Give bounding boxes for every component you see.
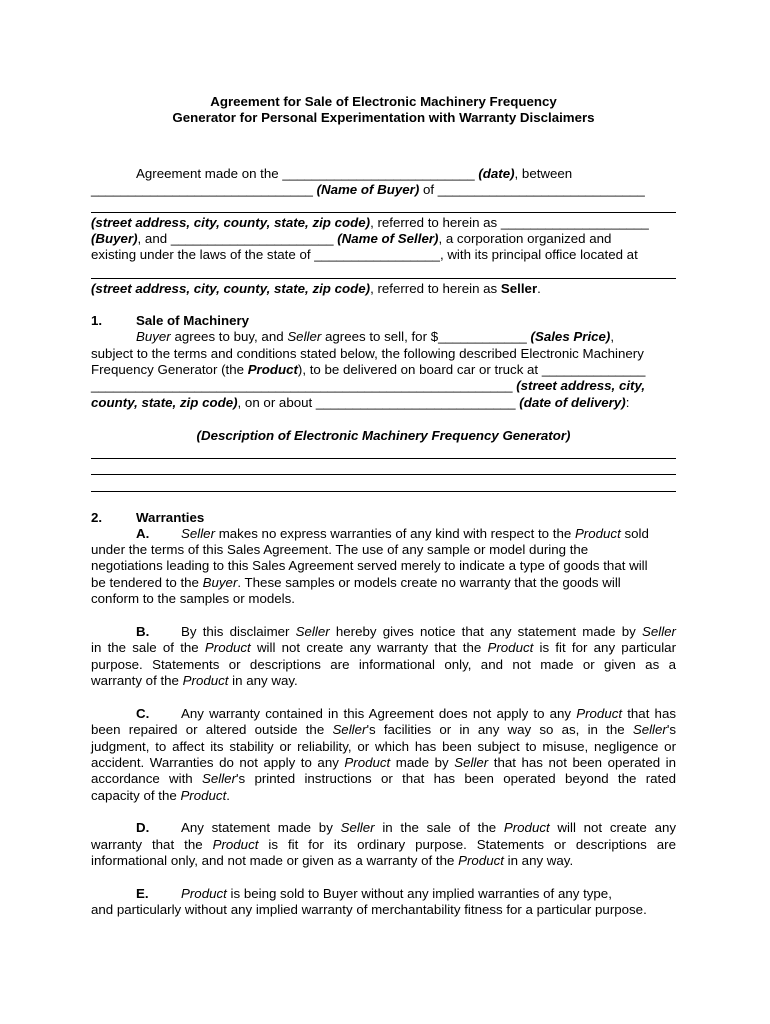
buyer-name-label: (Name of Buyer) <box>316 182 420 197</box>
section-number: 2. <box>91 510 103 525</box>
text: Buyer <box>136 329 171 344</box>
text: Product <box>458 853 504 868</box>
text: is fit for its ordinary purpose. Statements or descriptions are <box>258 837 676 852</box>
text: 's facilities or in any way so as, in the <box>366 722 633 737</box>
text: made by <box>390 755 455 770</box>
warranty-c-line-6 <box>91 788 676 804</box>
text: Product <box>180 788 227 803</box>
section-1-line-4 <box>91 378 676 394</box>
seller-label: Seller <box>500 281 538 296</box>
text: makes no express warranties of any kind with respect to the <box>215 526 575 541</box>
text: Product <box>574 526 621 541</box>
buyer-label: (Buyer) <box>91 231 138 246</box>
warranty-b-line-4 <box>91 673 676 689</box>
text: hereby gives notice that any statement made by <box>329 624 642 639</box>
text: . These samples or models create no warranty that the goods will <box>237 575 621 590</box>
text: is fit for any particular <box>533 640 676 655</box>
text: Product <box>576 706 623 721</box>
text: Seller <box>295 624 330 639</box>
text: By this disclaimer <box>181 624 296 639</box>
text: Product <box>503 820 550 835</box>
warranty-d-line-1 <box>136 820 676 836</box>
warranty-a-line-1 <box>136 526 676 542</box>
text: : <box>625 395 630 410</box>
blank-line <box>91 491 676 492</box>
text: in the sale of the <box>91 640 205 655</box>
text: Buyer <box>202 575 238 590</box>
clause-label: A. <box>136 526 150 541</box>
text: will not create any <box>549 820 677 835</box>
text: accordance with <box>91 771 202 786</box>
text: 's <box>666 722 677 737</box>
section-1-line-3 <box>91 362 676 378</box>
warranty-b-line-2 <box>91 640 676 656</box>
text: , <box>610 329 615 344</box>
text: _________________________________________________________ <box>91 378 517 393</box>
section-title: Sale of Machinery <box>136 313 250 328</box>
text: Seller <box>202 771 236 786</box>
warranty-c-line-3: judgment, to affect its stability or reliability, or which has been subject to misuse, negligence or <box>91 739 676 754</box>
section-1-line-5 <box>91 395 676 411</box>
text: warranty that the <box>91 837 213 852</box>
text: , on or about ___________________________ <box>237 395 520 410</box>
warranty-c-line-2 <box>91 722 676 738</box>
date-label: (date) <box>478 166 515 181</box>
section-1-heading <box>91 313 249 329</box>
text: be tendered to the <box>91 575 203 590</box>
clause-label: E. <box>136 886 149 901</box>
text: Product <box>181 886 227 901</box>
section-title: Warranties <box>136 510 205 525</box>
preamble-line-1 <box>136 166 676 182</box>
text: of ____________________________ <box>419 182 645 197</box>
warranty-a-line-2: under the terms of this Sales Agreement. The use of any sample or model during the <box>91 542 589 557</box>
text: sold <box>620 526 649 541</box>
text: in the sale of the <box>374 820 504 835</box>
text: been repaired or altered outside the <box>91 722 333 737</box>
text: that has <box>622 706 676 721</box>
preamble-line-2 <box>91 182 676 198</box>
text: , a corporation organized and <box>438 231 612 246</box>
text: Seller <box>332 722 367 737</box>
text: Seller <box>181 526 215 541</box>
text: Agreement made on the __________________________ <box>136 166 479 181</box>
text: warranty of the <box>91 673 183 688</box>
section-1-line-1 <box>136 329 676 345</box>
warranty-e-line-1 <box>136 886 676 902</box>
blank-line <box>91 278 676 279</box>
section-number: 1. <box>91 313 103 328</box>
text: , between <box>514 166 573 181</box>
text: Product <box>182 673 229 688</box>
text: ), to be delivered on board car or truck at ______________ <box>297 362 646 377</box>
warranty-b-line-3: purpose. Statements or descriptions are informational only, and not made or given as a <box>91 657 676 672</box>
preamble-line-5: existing under the laws of the state of _________________, with its principal office located at <box>91 247 638 262</box>
preamble-line-4 <box>91 231 676 247</box>
text: that has not been operated in <box>488 755 676 770</box>
text: is being sold to Buyer without any implied warranties of any type, <box>226 886 612 901</box>
warranty-a-line-3: negotiations leading to this Sales Agreement served merely to indicate a type of goods that will <box>91 558 648 573</box>
text: . <box>226 788 230 803</box>
text: , and ______________________ <box>137 231 338 246</box>
warranty-a-line-5: conform to the samples or models. <box>91 591 295 606</box>
seller-address-label: (street address, city, county, state, zip code) <box>91 281 371 296</box>
warranty-c-line-5 <box>91 771 676 787</box>
text: , referred to herein as ____________________ <box>370 215 649 230</box>
text: Any statement made by <box>181 820 341 835</box>
blank-line <box>91 474 676 475</box>
buyer-address-label: (street address, city, county, state, zip code) <box>91 215 371 230</box>
blank-line <box>91 212 676 213</box>
text: Product <box>487 640 534 655</box>
warranty-b-line-1 <box>136 624 676 640</box>
clause-label: B. <box>136 624 150 639</box>
text: . <box>537 281 541 296</box>
delivery-date-label: (date of delivery) <box>519 395 626 410</box>
preamble-line-3 <box>91 215 676 231</box>
text: Seller <box>454 755 489 770</box>
text: capacity of the <box>91 788 181 803</box>
warranty-e-line-2: and particularly without any implied warranty of merchantability fitness for a particular purpose. <box>91 902 647 917</box>
text: Seller <box>641 624 676 639</box>
text: Frequency Generator (the <box>91 362 248 377</box>
delivery-address-label: (street address, city, <box>516 378 646 393</box>
text: in any way. <box>228 673 298 688</box>
clause-label: C. <box>136 706 150 721</box>
text: 's printed instructions or that has been operated beyond the rated <box>236 771 677 786</box>
warranty-d-line-2 <box>91 837 676 853</box>
text: Any warranty contained in this Agreement does not apply to any <box>181 706 577 721</box>
text: agrees to buy, and <box>170 329 288 344</box>
delivery-address-label: county, state, zip code) <box>91 395 238 410</box>
text: Seller <box>632 722 667 737</box>
product-description-label: (Description of Electronic Machinery Frequency Generator) <box>196 428 571 443</box>
text: , referred to herein as <box>370 281 501 296</box>
text: Seller <box>287 329 322 344</box>
text: informational only, and not made or given as a warranty of the <box>91 853 459 868</box>
text: in any way. <box>503 853 574 868</box>
blank-line <box>91 458 676 459</box>
text: accident. Warranties do not apply to any <box>91 755 345 770</box>
text: Product <box>204 640 251 655</box>
text: agrees to sell, for $____________ <box>321 329 531 344</box>
section-1-line-2: subject to the terms and conditions stated below, the following described Electronic Machinery <box>91 346 644 361</box>
text: will not create any warranty that the <box>250 640 488 655</box>
warranty-a-line-4 <box>91 575 676 591</box>
seller-name-label: (Name of Seller) <box>337 231 439 246</box>
text: Product <box>212 837 259 852</box>
section-2-heading <box>91 510 204 526</box>
text: Seller <box>340 820 375 835</box>
product-label: Product <box>247 362 298 377</box>
warranty-d-line-3 <box>91 853 676 869</box>
document-title-line-2: Generator for Personal Experimentation with Warranty Disclaimers <box>172 110 595 125</box>
preamble-line-6 <box>91 281 676 297</box>
clause-label: D. <box>136 820 150 835</box>
text: ______________________________ <box>91 182 317 197</box>
warranty-c-line-4 <box>91 755 676 771</box>
text: Product <box>344 755 391 770</box>
sales-price-label: (Sales Price) <box>530 329 611 344</box>
document-title-line-1: Agreement for Sale of Electronic Machinery Frequency <box>210 94 557 109</box>
warranty-c-line-1 <box>136 706 676 722</box>
